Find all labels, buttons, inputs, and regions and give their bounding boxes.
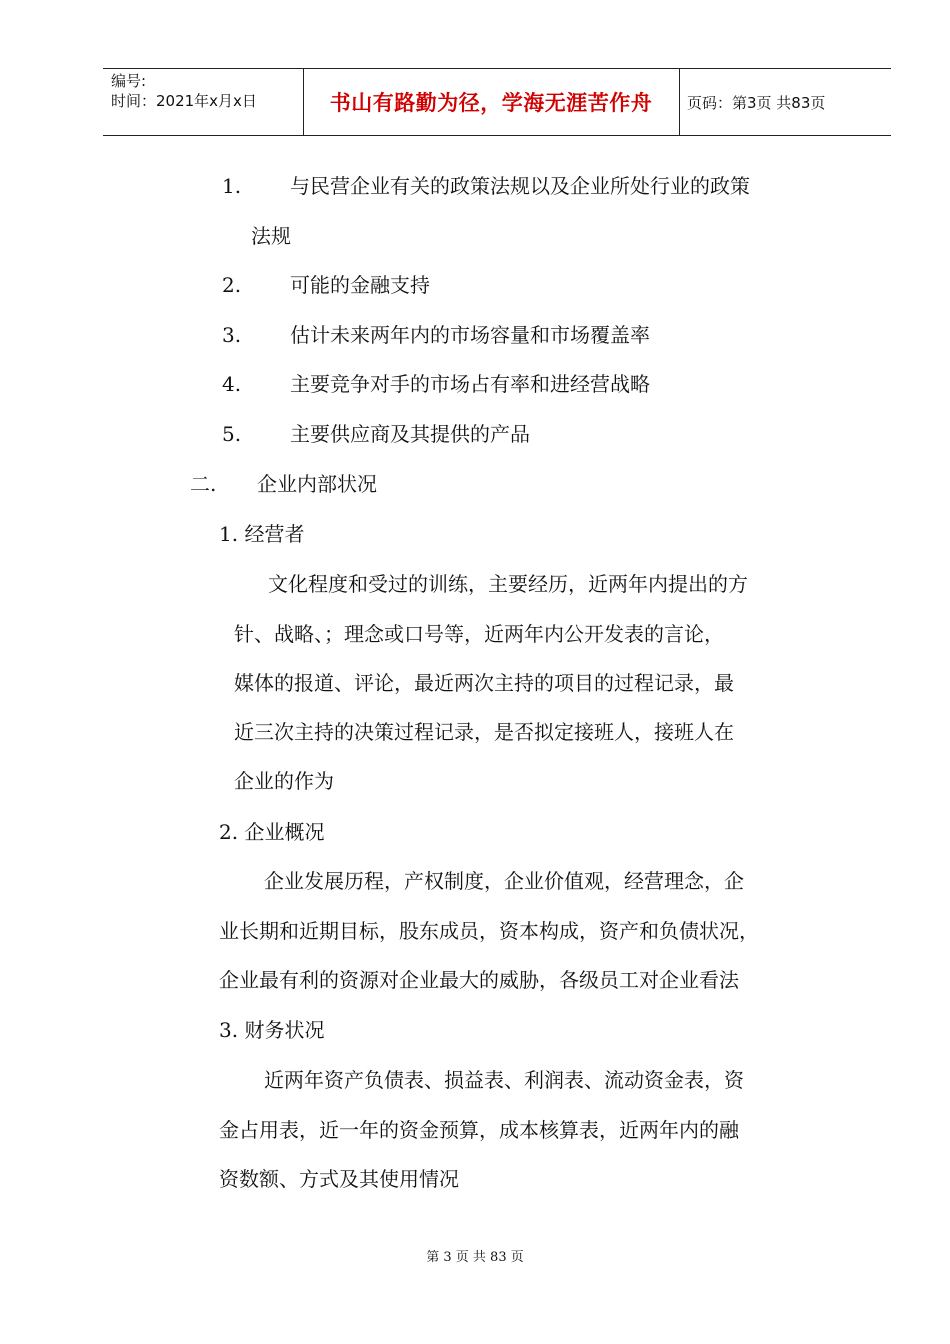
paragraph-line: 近三次主持的决策过程记录，是否拟定接班人，接班人在 <box>234 720 734 744</box>
header-page-info: 页码：第3页 共83页 <box>687 93 826 112</box>
list-number: 5. <box>222 422 242 446</box>
section-title: 企业内部状况 <box>257 472 377 496</box>
list-item <box>222 172 750 200</box>
list-item-continuation: 法规 <box>251 224 291 248</box>
list-item <box>222 420 530 448</box>
header-motto: 书山有路勤为径，学海无涯苦作舟 <box>329 91 653 115</box>
list-number: 3. <box>222 323 242 347</box>
paragraph-line: 企业最有利的资源对企业最大的威胁，各级员工对企业看法 <box>219 968 739 992</box>
paragraph-line: 媒体的报道、评论，最近两次主持的项目的过程记录，最 <box>234 671 734 695</box>
section-number: 二. <box>190 472 217 496</box>
paragraph-line: 业长期和近期目标，股东成员，资本构成，资产和负债状况， <box>219 919 759 943</box>
list-number: 4. <box>222 372 242 396</box>
page-footer: 第 3 页 共 83 页 <box>426 1250 524 1265</box>
list-number: 2. <box>222 273 242 297</box>
list-text: 主要供应商及其提供的产品 <box>290 422 530 446</box>
paragraph-line: 金占用表，近一年的资金预算，成本核算表，近两年内的融 <box>219 1118 739 1142</box>
list-item <box>222 321 650 349</box>
time-label: 时间：2021年x月x日 <box>111 92 257 110</box>
list-text: 估计未来两年内的市场容量和市场覆盖率 <box>290 323 650 347</box>
paragraph-line: 企业发展历程，产权制度，企业价值观，经营理念，企 <box>264 869 744 893</box>
paragraph-line: 文化程度和受过的训练，主要经历，近两年内提出的方 <box>268 572 748 596</box>
list-item <box>222 271 430 299</box>
subsection-heading: 3. 财务状况 <box>219 1018 325 1042</box>
paragraph-line: 企业的作为 <box>234 769 334 793</box>
id-label: 编号: <box>111 72 147 90</box>
list-text: 主要竞争对手的市场占有率和进经营战略 <box>290 372 650 396</box>
subsection-heading: 1. 经营者 <box>219 522 305 546</box>
page-header <box>103 68 891 136</box>
list-text: 与民营企业有关的政策法规以及企业所处行业的政策 <box>290 174 750 198</box>
header-divider <box>679 69 680 135</box>
list-item <box>222 370 650 398</box>
paragraph-line: 近两年资产负债表、损益表、利润表、流动资金表，资 <box>264 1068 744 1092</box>
paragraph-line: 资数额、方式及其使用情况 <box>219 1167 459 1191</box>
list-text: 可能的金融支持 <box>290 273 430 297</box>
header-meta <box>111 71 257 111</box>
section-heading <box>190 470 377 498</box>
subsection-heading: 2. 企业概况 <box>219 820 325 844</box>
list-number: 1. <box>222 174 242 198</box>
paragraph-line: 针、战略、；理念或口号等，近两年内公开发表的言论， <box>234 622 724 646</box>
